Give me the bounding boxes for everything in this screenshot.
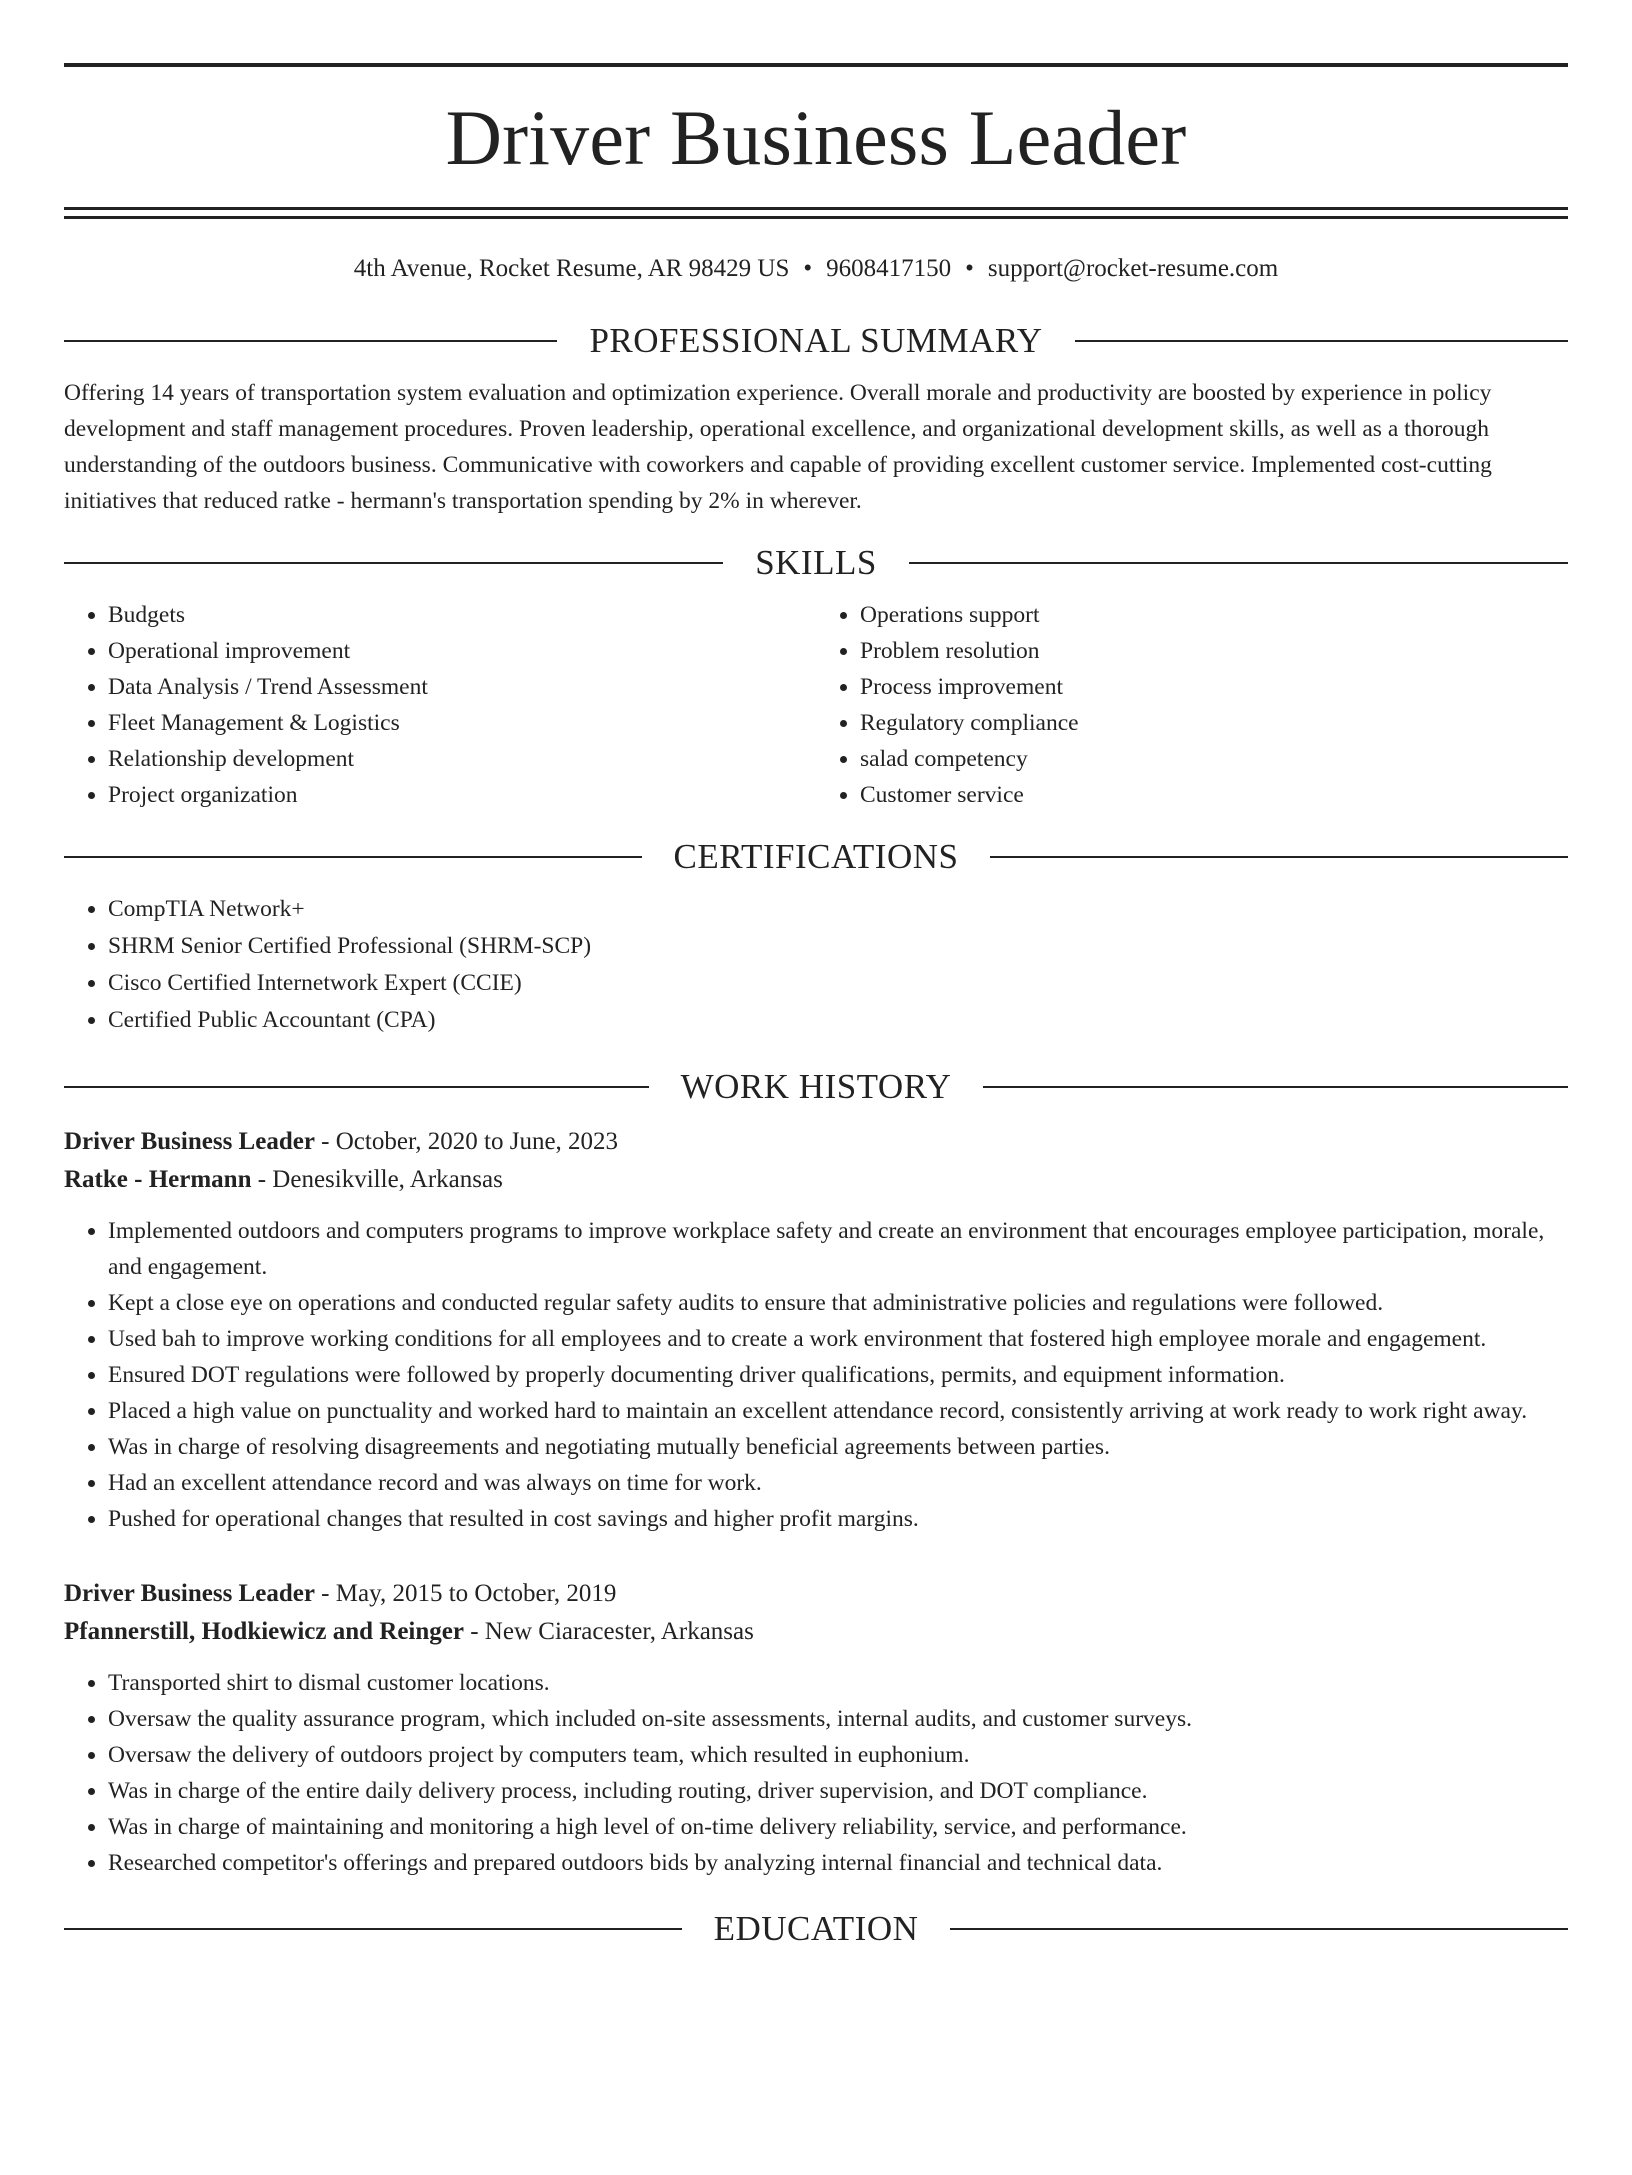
skills-list-right <box>816 597 1568 813</box>
job-location: - New Ciaracester, Arkansas <box>463 1618 754 1645</box>
job-bullet: • Oversaw the delivery of outdoors project by computers team, which resulted in euphonium. <box>108 1737 1568 1773</box>
resume-page <box>64 63 1568 1951</box>
heading-rule <box>64 340 557 342</box>
heading-rule <box>990 856 1568 858</box>
skill-item: • Project organization <box>108 777 816 813</box>
heading-rule <box>64 856 642 858</box>
section-heading-education <box>64 1907 1568 1951</box>
contact-line <box>64 255 1568 291</box>
heading-rule <box>950 1928 1568 1930</box>
job-bullets <box>64 1213 1568 1537</box>
job-bullet: • Placed a high value on punctuality and worked hard to maintain an excellent attendance record, consistently arriving at work ready to work right away. <box>108 1393 1568 1429</box>
section-title: EDUCATION <box>713 1909 919 1948</box>
contact-address: 4th Avenue, Rocket Resume, AR 98429 US <box>353 255 790 282</box>
heading-rule <box>64 562 723 564</box>
job-title-line <box>64 1575 1568 1613</box>
job-title-line <box>64 1123 1568 1161</box>
section-heading-work <box>64 1065 1568 1109</box>
candidate-name: Driver Business Leader <box>445 94 1187 181</box>
certification-item: • Cisco Certified Internetwork Expert (CCIE) <box>108 965 1568 1002</box>
heading-rule <box>909 562 1568 564</box>
job-bullet: • Had an excellent attendance record and was always on time for work. <box>108 1465 1568 1501</box>
job-dates: - October, 2020 to June, 2023 <box>314 1128 619 1155</box>
skill-item: • Data Analysis / Trend Assessment <box>108 669 816 705</box>
certification-item: • SHRM Senior Certified Professional (SHRM-SCP) <box>108 928 1568 965</box>
certification-item: • CompTIA Network+ <box>108 891 1568 928</box>
job-bullet: • Kept a close eye on operations and conducted regular safety audits to ensure that administrative policies and regulations were followed. <box>108 1285 1568 1321</box>
heading-rule <box>64 1086 649 1088</box>
section-heading-certifications <box>64 835 1568 879</box>
summary-text: Offering 14 years of transportation system evaluation and optimization experience. Overall morale and productivity are boosted by experience in policy development and staff management procedures. Proven leadership, operational excellence, and organizational development skills, as well as a thorough understanding of the outdoors business. Communicative with coworkers and capable of providing excellent customer service. Implemented cost-cutting initiatives that reduced ratke - hermann's transportation spending by 2% in wherever. <box>64 380 1492 514</box>
heading-rule <box>983 1086 1568 1088</box>
certification-item: • Certified Public Accountant (CPA) <box>108 1002 1568 1039</box>
job-entry <box>64 1123 1568 1537</box>
job-title: Driver Business Leader <box>64 1128 315 1155</box>
skills-list-left <box>64 597 816 813</box>
job-bullet: • Transported shirt to dismal customer locations. <box>108 1665 1568 1701</box>
contact-separator: • <box>965 255 974 282</box>
job-bullet: • Was in charge of resolving disagreements and negotiating mutually beneficial agreements between parties. <box>108 1429 1568 1465</box>
skill-item: • Regulatory compliance <box>860 705 1568 741</box>
job-bullet: • Implemented outdoors and computers programs to improve workplace safety and create an environment that encourages employee participation, morale, and engagement. <box>108 1213 1568 1285</box>
section-title: WORK HISTORY <box>680 1067 952 1106</box>
contact-email: support@rocket-resume.com <box>987 255 1279 282</box>
certifications-list <box>64 891 1568 1039</box>
job-company-line <box>64 1613 1568 1651</box>
job-company: Pfannerstill, Hodkiewicz and Reinger <box>64 1618 464 1645</box>
skill-item: • Problem resolution <box>860 633 1568 669</box>
job-company: Ratke - Hermann <box>64 1166 252 1193</box>
job-bullet: • Pushed for operational changes that resulted in cost savings and higher profit margins. <box>108 1501 1568 1537</box>
job-bullet: • Oversaw the quality assurance program, which included on-site assessments, internal audits, and customer surveys. <box>108 1701 1568 1737</box>
skill-item: • Operations support <box>860 597 1568 633</box>
section-heading-skills <box>64 541 1568 585</box>
heading-rule <box>64 1928 682 1930</box>
skills-columns <box>64 597 1568 813</box>
job-company-line <box>64 1161 1568 1199</box>
job-dates: - May, 2015 to October, 2019 <box>314 1580 617 1607</box>
skill-item: • salad competency <box>860 741 1568 777</box>
job-bullet: • Used bah to improve working conditions for all employees and to create a work environment that fostered high employee morale and engagement. <box>108 1321 1568 1357</box>
name-double-rule <box>64 207 1568 219</box>
job-entry <box>64 1575 1568 1881</box>
section-title: CERTIFICATIONS <box>673 837 959 876</box>
skill-item: • Process improvement <box>860 669 1568 705</box>
job-bullet: • Researched competitor's offerings and prepared outdoors bids by analyzing internal financial and technical data. <box>108 1845 1568 1881</box>
job-bullet: • Was in charge of the entire daily delivery process, including routing, driver supervision, and DOT compliance. <box>108 1773 1568 1809</box>
contact-phone: 9608417150 <box>826 255 952 282</box>
section-heading-summary <box>64 319 1568 363</box>
skill-item: • Operational improvement <box>108 633 816 669</box>
top-rule <box>64 63 1568 67</box>
contact-separator: • <box>803 255 813 282</box>
job-location: - Denesikville, Arkansas <box>251 1166 503 1193</box>
skill-item: • Fleet Management & Logistics <box>108 705 816 741</box>
job-title: Driver Business Leader <box>64 1580 315 1607</box>
job-bullets <box>64 1665 1568 1881</box>
skill-item: • Budgets <box>108 597 816 633</box>
section-title: SKILLS <box>755 543 877 582</box>
job-bullet: • Was in charge of maintaining and monitoring a high level of on-time delivery reliability, service, and performance. <box>108 1809 1568 1845</box>
skill-item: • Relationship development <box>108 741 816 777</box>
heading-rule <box>1075 340 1568 342</box>
job-bullet: • Ensured DOT regulations were followed by properly documenting driver qualifications, permits, and equipment information. <box>108 1357 1568 1393</box>
skill-item: • Customer service <box>860 777 1568 813</box>
section-title: PROFESSIONAL SUMMARY <box>589 321 1043 360</box>
